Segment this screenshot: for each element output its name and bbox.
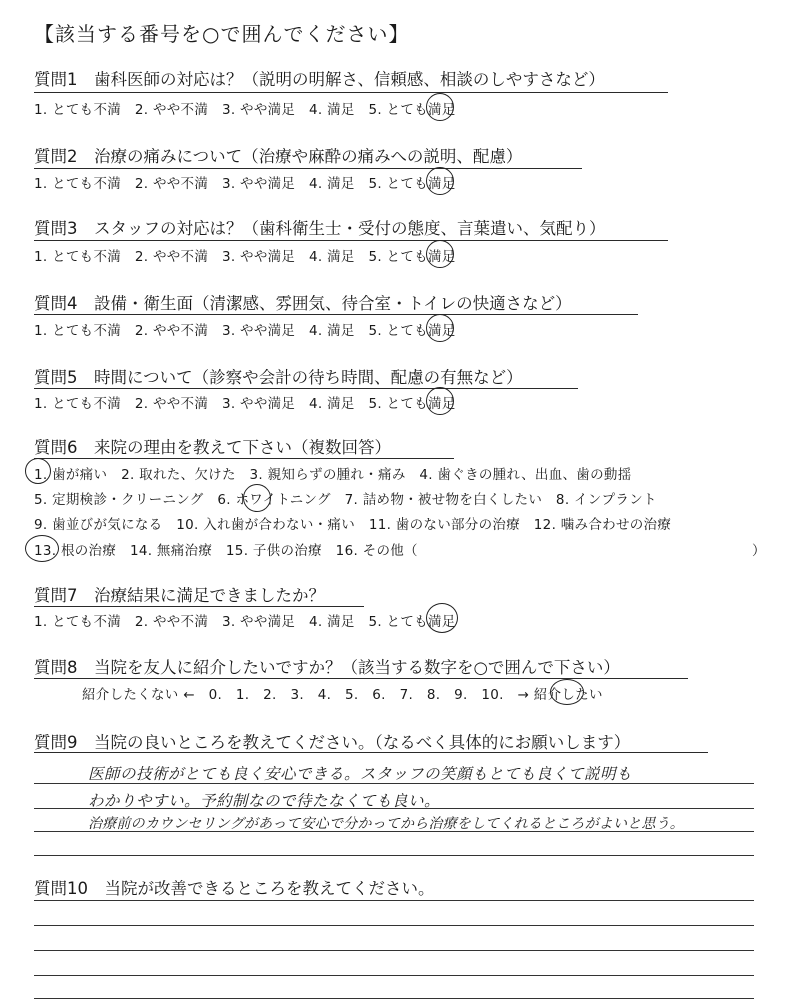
q4-heading: 質問4 設備・衛生面（清潔感、雰囲気、待合室・トイレの快適さなど） [34,294,572,313]
q4-underline [34,314,638,315]
q9-answer-line-1: 医師の技術がとても良く安心できる。スタッフの笑顔もとても良くて説明も [88,765,633,783]
q3-options: 1. とても不満 2. やや不満 3. やや満足 4. 満足 5. とても満足 [34,249,456,265]
q9-writing-line [34,855,754,856]
q6-options-line-1: 1. 歯が痛い 2. 取れた、欠けた 3. 親知らずの腫れ・痛み 4. 歯ぐきの腫れ、出血、歯の動揺 [34,467,632,483]
survey-title: 【該当する番号を○で囲んでください】 [34,22,410,46]
q3-selected-circle [426,240,454,268]
q9-answer-line-2: わかりやすい。予約制なので待たなくても良い。 [88,792,441,810]
q5-selected-circle [426,387,454,415]
q9-heading: 質問9 当院の良いところを教えてください。（なるべく具体的にお願いします） [34,733,631,752]
q7-options: 1. とても不満 2. やや不満 3. やや満足 4. 満足 5. とても満足 [34,614,456,630]
q2-heading: 質問2 治療の痛みについて（治療や麻酔の痛みへの説明、配慮） [34,147,523,166]
q8-selected-circle [550,679,584,705]
q1-heading: 質問1 歯科医師の対応は？（説明の明解さ、信頼感、相談のしやすさなど） [34,70,605,89]
q9-writing-line [34,808,754,809]
q6-heading: 質問6 来院の理由を教えて下さい（複数回答） [34,438,391,457]
q5-underline [34,388,578,389]
q9-answer-line-3: 治療前のカウンセリングがあって安心で分かってから治療をしてくれるところがよいと思う。 [88,816,684,832]
q10-writing-line [34,900,754,901]
q9-underline [34,752,708,753]
q2-selected-circle [426,167,454,195]
q6-selected-circle-1 [25,458,51,484]
q8-heading: 質問8 当院を友人に紹介したいですか？（該当する数字を○で囲んで下さい） [34,658,620,677]
q6-selected-circle-13 [25,535,59,562]
q10-writing-line [34,975,754,976]
q6-options-line-4: 13. 根の治療 14. 無痛治療 15. 子供の治療 16. その他（ [34,543,418,559]
q8-underline [34,678,688,679]
q6-options-line-3: 9. 歯並びが気になる 10. 入れ歯が合わない・痛い 11. 歯のない部分の治療 12. 噛み合わせの治療 [34,517,672,533]
q10-writing-line [34,950,754,951]
q10-heading: 質問10 当院が改善できるところを教えてください。 [34,879,435,898]
q3-underline [34,240,668,241]
q6-options-line-2: 5. 定期検診・クリーニング 6. ホワイトニング 7. 詰め物・被せ物を白くしたい 8. インプラント [34,492,657,508]
q6-selected-circle-6 [243,484,271,512]
q7-selected-circle [426,603,458,633]
q4-options: 1. とても不満 2. やや不満 3. やや満足 4. 満足 5. とても満足 [34,323,456,339]
q1-selected-circle [426,93,454,121]
q6-other-close-paren: ） [752,543,766,559]
q5-options: 1. とても不満 2. やや不満 3. やや満足 4. 満足 5. とても満足 [34,396,456,412]
q10-writing-line [34,998,754,999]
q5-heading: 質問5 時間について（診察や会計の待ち時間、配慮の有無など） [34,368,523,387]
q4-selected-circle [426,314,454,342]
q3-heading: 質問3 スタッフの対応は？（歯科衛生士・受付の態度、言葉遣い、気配り） [34,219,606,238]
q6-underline [34,458,454,459]
q8-scale: 紹介したくない ← 0. 1. 2. 3. 4. 5. 6. 7. 8. 9. 10. → 紹介したい [82,687,603,703]
q2-options: 1. とても不満 2. やや不満 3. やや満足 4. 満足 5. とても満足 [34,176,456,192]
q9-writing-line [34,783,754,784]
q1-underline [34,92,668,93]
q7-heading: 質問7 治療結果に満足できましたか？ [34,586,325,605]
q1-options: 1. とても不満 2. やや不満 3. やや満足 4. 満足 5. とても満足 [34,102,456,118]
q2-underline [34,168,582,169]
q7-underline [34,606,364,607]
q10-writing-line [34,925,754,926]
q9-writing-line [34,831,754,832]
